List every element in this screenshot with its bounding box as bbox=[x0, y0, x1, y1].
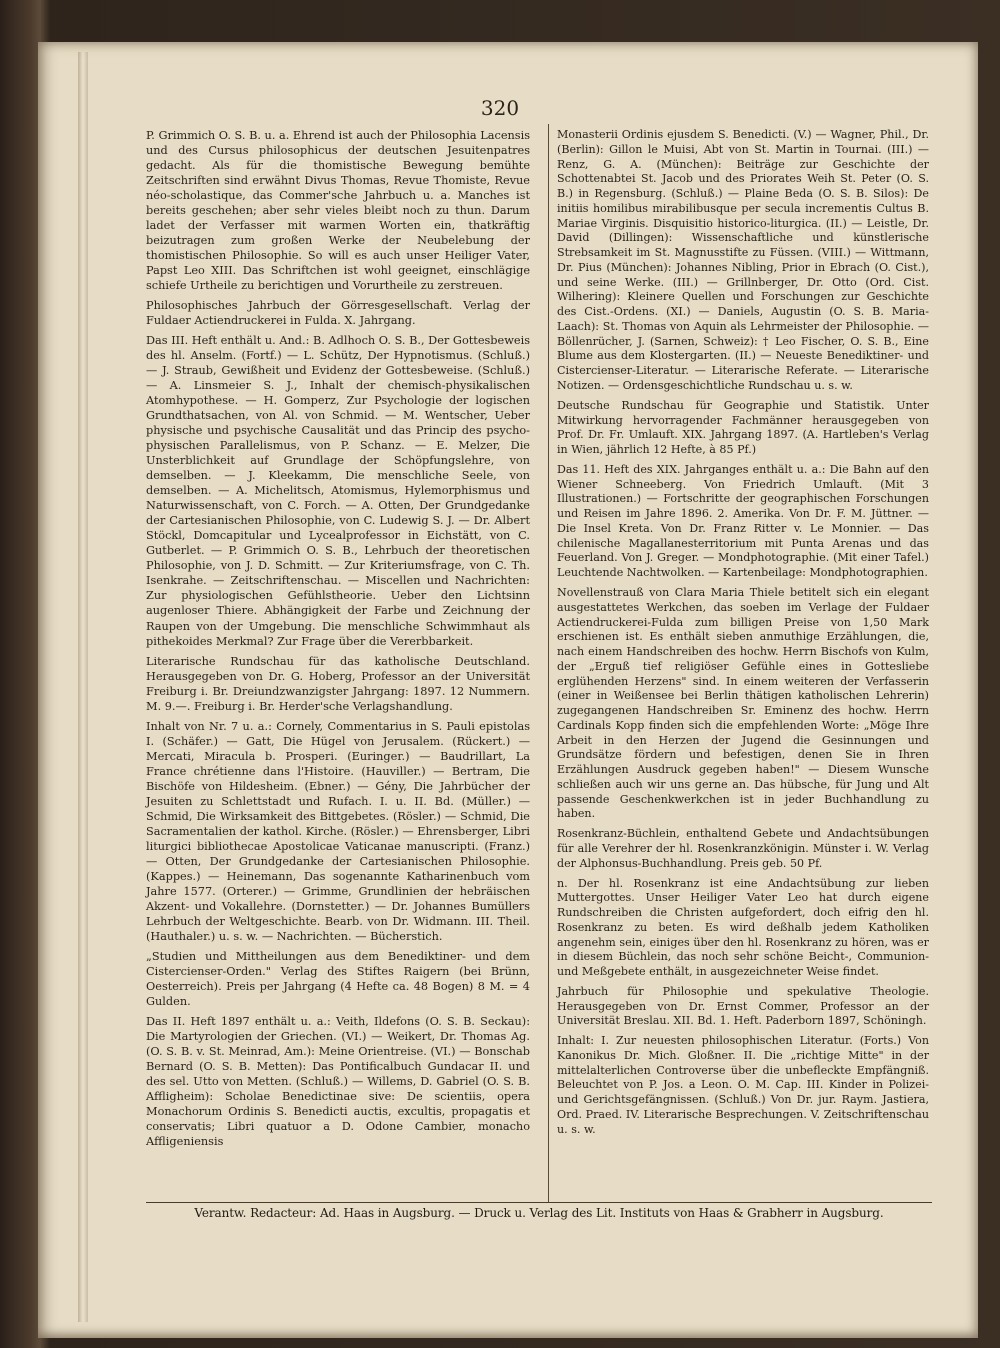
paragraph: „Studien und Mittheilungen aus dem Benediktiner- und dem Cistercienser-Orden." Verlag des Stiftes Raigern (bei Brünn, Oesterreich). Preis per Jahrgang (4 Hefte ca. 48 Bogen) 8 M. = 4 Gulden. bbox=[146, 949, 530, 1008]
paragraph: Philosophisches Jahrbuch der Görresgesellschaft. Verlag der Fuldaer Actiendruckerei in Fulda. X. Jahrgang. bbox=[146, 299, 530, 328]
column-divider bbox=[548, 124, 549, 1202]
paragraph: n. Der hl. Rosenkranz ist eine Andachtsübung zur lieben Muttergottes. Unser Heiliger Vater Leo hat durch eigene Rundschreiben die Christen aufgefordert, doch eifrig den hl. Rosenkranz zu beten. Es wird deßhalb jedem Katholiken angenehm sein, einiges über den hl. Rosenkranz zu hören, was er in diesem Büchlein, das noch sehr schöne Beicht-, Communion- und Meßgebete enthält, in ausgezeichneter Weise findet. bbox=[557, 876, 929, 979]
paragraph: Das III. Heft enthält u. And.: B. Adlhoch O. S. B., Der Gottesbeweis des hl. Anselm. (Fortf.) — L. Schütz, Der Hypnotismus. (Schluß.) — J. Straub, Gewißheit und Evidenz der Gottesbeweise. (Schluß.) — A. Linsmeier S. J., Inhalt der chemisch-physikalischen Atomhypothese. — H. Gomperz, Zur Psychologie der logischen Grundthatsachen, von Al. von Schmid. — M. Wentscher, Ueber physische und psychische Causalität und das Princip des psycho-physischen Parallelismus, von P. Schanz. — E. Melzer, Die Unsterblichkeit auf Grundlage der Schöpfungslehre, von demselben. — J. Kleekamm, Die menschliche Seele, von demselben. — A. Michelitsch, Atomismus, Hylemorphismus und Naturwissenschaft, von C. Forch. — A. Otten, Der Grundgedanke der Cartesianischen Philosophie, von C. Ludewig S. J. — Dr. Albert Stöckl, Domcapitular und Lycealprofessor in Eichstätt, von C. Gutberlet. — P. Grimmich O. S. B., Lehrbuch der theoretischen Philosophie, von J. D. Schmitt. — Zur Kriteriumsfrage, von C. Th. Isenkrahe. — Zeitschriftenschau. — Miscellen und Nachrichten: Zur physiologischen Gefühlstheorie. Ueber den Lichtsinn augenloser Thiere. Abhängigkeit der Farbe und Zeichnung der Raupen von der Umgebung. Die menschliche Schwimmhaut als pithekoides Merkmal? Zur Frage über die Vererbbarkeit. bbox=[146, 334, 530, 648]
paragraph: Literarische Rundschau für das katholische Deutschland. Herausgegeben von Dr. G. Hoberg, Professor an der Universität Freiburg i. Br. Dreiundzwanzigster Jahrgang: 1897. 12 Nummern. M. 9.—. Freiburg i. Br. Herder'sche Verlagshandlung. bbox=[146, 654, 530, 713]
paragraph: Inhalt von Nr. 7 u. a.: Cornely, Commentarius in S. Pauli epistolas I. (Schäfer.) — Gatt, Die Hügel von Jerusalem. (Rückert.) — Mercati, Miracula b. Prosperi. (Euringer.) — Baudrillart, La France chrétienne dans l'Histoire. (Hauviller.) — Bertram, Die Bischöfe von Hildesheim. (Ebner.) — Gény, Die Jahrbücher der Jesuiten zu Schlettstadt und Rufach. I. u. II. Bd. (Müller.) — Schmid, Die Wirksamkeit des Bittgebetes. (Rösler.) — Schmid, Die Sacramentalien der kathol. Kirche. (Rösler.) — Ehrensberger, Libri liturgici bibliothecae Apostolicae Vaticanae manuscripti. (Franz.) — Otten, Der Grundgedanke der Cartesianischen Philosophie. (Kappes.) — Heinemann, Das sogenannte Katharinenbuch vom Jahre 1577. (Orterer.) — Grimme, Grundlinien der hebräischen Akzent- und Vokallehre. (Dornstetter.) — Dr. Johannes Bumüllers Lehrbuch der Weltgeschichte. Bearb. von Dr. Widmann. III. Theil. (Hauthaler.) u. s. w. — Nachrichten. — Bücherstich. bbox=[146, 719, 530, 943]
page-number: 320 bbox=[480, 96, 520, 120]
right-column bbox=[557, 128, 929, 1143]
left-column bbox=[146, 128, 530, 1154]
imprint-footer: Verantw. Redacteur: Ad. Haas in Augsburg. — Druck u. Verlag des Lit. Instituts von Haas & Grabherr in Augsburg. bbox=[194, 1206, 884, 1220]
paragraph: Monasterii Ordinis ejusdem S. Benedicti. (V.) — Wagner, Phil., Dr. (Berlin): Gillon le Muisi, Abt von St. Martin in Tournai. (III.) — Renz, G. A. (München): Beiträge zur Geschichte der Schottenabtei St. Jacob und des Priorates Weih St. Peter (O. S. B.) in Regensburg. (Schluß.) — Plaine Beda (O. S. B. Silos): De initiis homilibus mirabilibusque per secula incrementis Cultus B. Mariae Virginis. Disquisitio historico-liturgica. (II.) — Leistle, Dr. David (Dillingen): Wissenschaftliche und künstlerische Strebsamkeit im St. Magnusstifte zu Füssen. (VIII.) — Wittmann, Dr. Pius (München): Johannes Nibling, Prior in Ebrach (O. Cist.), und seine Werke. (III.) — Grillnberger, Dr. Otto (Ord. Cist. Wilhering): Kleinere Quellen und Forschungen zur Geschichte des Cist.-Ordens. (XI.) — Daniels, Augustin (O. S. B. Maria-Laach): St. Thomas von Aquin als Lehrmeister der Philosophie. — Böllenrücher, J. (Sarnen, Schweiz): † Leo Fischer, O. S. B., Eine Blume aus dem Klostergarten. (II.) — Neueste Benediktiner- und Cistercienser-Literatur. — Literarische Referate. — Literarische Notizen. — Ordensgeschichtliche Rundschau u. s. w. bbox=[557, 128, 929, 393]
footer-rule bbox=[146, 1202, 932, 1203]
paragraph: Novellenstrauß von Clara Maria Thiele betitelt sich ein elegant ausgestattetes Werkchen, das soeben im Verlage der Fuldaer Actiendruckerei-Fulda zum billigen Preise von 1,50 Mark erschienen ist. Es enthält sieben anmuthige Erzählungen, die, nach einem Handschreiben des hochw. Herrn Bischofs von Kulm, der „Erguß tief religiöser Gefühle eines in Gottesliebe erglühenden Herzens" sind. In einem weiteren der Verfasserin (einer in Weißensee bei Berlin thätigen katholischen Lehrerin) zugegangenen Handschreiben Sr. Eminenz des hochw. Herrn Cardinals Kopp finden sich die empfehlenden Worte: „Möge Ihre Arbeit in den Herzen der Jugend die Gesinnungen und Grundsätze fördern und befestigen, denen Sie in Ihren Erzählungen Ausdruck gegeben haben!" — Diesem Wunsche schließen auch wir uns gerne an. Das hübsche, für Jung und Alt passende Geschenkwerkchen ist in jeder Buchhandlung zu haben. bbox=[557, 585, 929, 821]
page-binding-shadow bbox=[78, 52, 88, 1322]
paragraph: Das II. Heft 1897 enthält u. a.: Veith, Ildefons (O. S. B. Seckau): Die Martyrologien der Griechen. (VI.) — Weikert, Dr. Thomas Ag. (O. S. B. v. St. Meinrad, Am.): Meine Orientreise. (VI.) — Bonschab Bernard (O. S. B. Metten): Das Pontificalbuch Gundacar II. und des sel. Utto von Metten. (Schluß.) — Willems, D. Gabriel (O. S. B. Affligheim): Scholae Benedictinae sive: De scientiis, opera Monachorum Ordinis S. Benedicti auctis, excultis, propagatis et conservatis; Libri quatuor a D. Odone Cambier, monacho Affligeniensis bbox=[146, 1014, 530, 1149]
paragraph: P. Grimmich O. S. B. u. a. Ehrend ist auch der Philosophia Lacensis und des Cursus philosophicus der deutschen Jesuitenpatres gedacht. Als für die thomistische Bewegung bemühte Zeitschriften sind erwähnt Divus Thomas, Revue Thomiste, Revue néo-scholastique, das Commer'sche Jahrbuch u. a. Manches ist bereits geschehen; aber sehr vieles bleibt noch zu thun. Darum ladet der Verfasser mit warmen Worten ein, thatkräftig beizutragen zum großen Werke der Neubelebung der thomistischen Philosophie. So will es auch unser Heiliger Vater, Papst Leo XIII. Das Schriftchen ist wohl geeignet, einschlägige schiefe Urtheile zu berichtigen und Vorurtheile zu zerstreuen. bbox=[146, 129, 530, 293]
paragraph: Inhalt: I. Zur neuesten philosophischen Literatur. (Forts.) Von Kanonikus Dr. Mich. Gloßner. II. Die „richtige Mitte" in der mittelalterlichen Controverse über die unbefleckte Empfängniß. Beleuchtet von P. Jos. a Leon. O. M. Cap. III. Kinder in Polizei- und Gerichtsgefängnissen. (Schluß.) Von Dr. jur. Raym. Jastiera, Ord. Praed. IV. Literarische Besprechungen. V. Zeitschriftenschau u. s. w. bbox=[557, 1034, 929, 1136]
paragraph: Rosenkranz-Büchlein, enthaltend Gebete und Andachtsübungen für alle Verehrer der hl. Rosenkranzkönigin. Münster i. W. Verlag der Alphonsus-Buchhandlung. Preis geb. 50 Pf. bbox=[557, 827, 929, 870]
paragraph: Das 11. Heft des XIX. Jahrganges enthält u. a.: Die Bahn auf den Wiener Schneeberg. Von Friedrich Umlauft. (Mit 3 Illustrationen.) — Fortschritte der geographischen Forschungen und Reisen im Jahre 1896. 2. Amerika. Von Dr. F. M. Jüttner. — Die Insel Kreta. Von Dr. Franz Ritter v. Le Monnier. — Das chilenische Magallanesterritorium mit Punta Arenas und das Feuerland. Von J. Greger. — Mondphotographie. (Mit einer Tafel.) Leuchtende Nachtwolken. — Kartenbeilage: Mondphotographien. bbox=[557, 462, 929, 580]
paragraph: Deutsche Rundschau für Geographie und Statistik. Unter Mitwirkung hervorragender Fachmänner herausgegeben von Prof. Dr. Fr. Umlauft. XIX. Jahrgang 1897. (A. Hartleben's Verlag in Wien, jährlich 12 Hefte, à 85 Pf.) bbox=[557, 398, 929, 457]
paragraph: Jahrbuch für Philosophie und spekulative Theologie. Herausgegeben von Dr. Ernst Commer, Professor an der Universität Breslau. XII. Bd. 1. Heft. Paderborn 1897, Schöningh. bbox=[557, 984, 929, 1028]
